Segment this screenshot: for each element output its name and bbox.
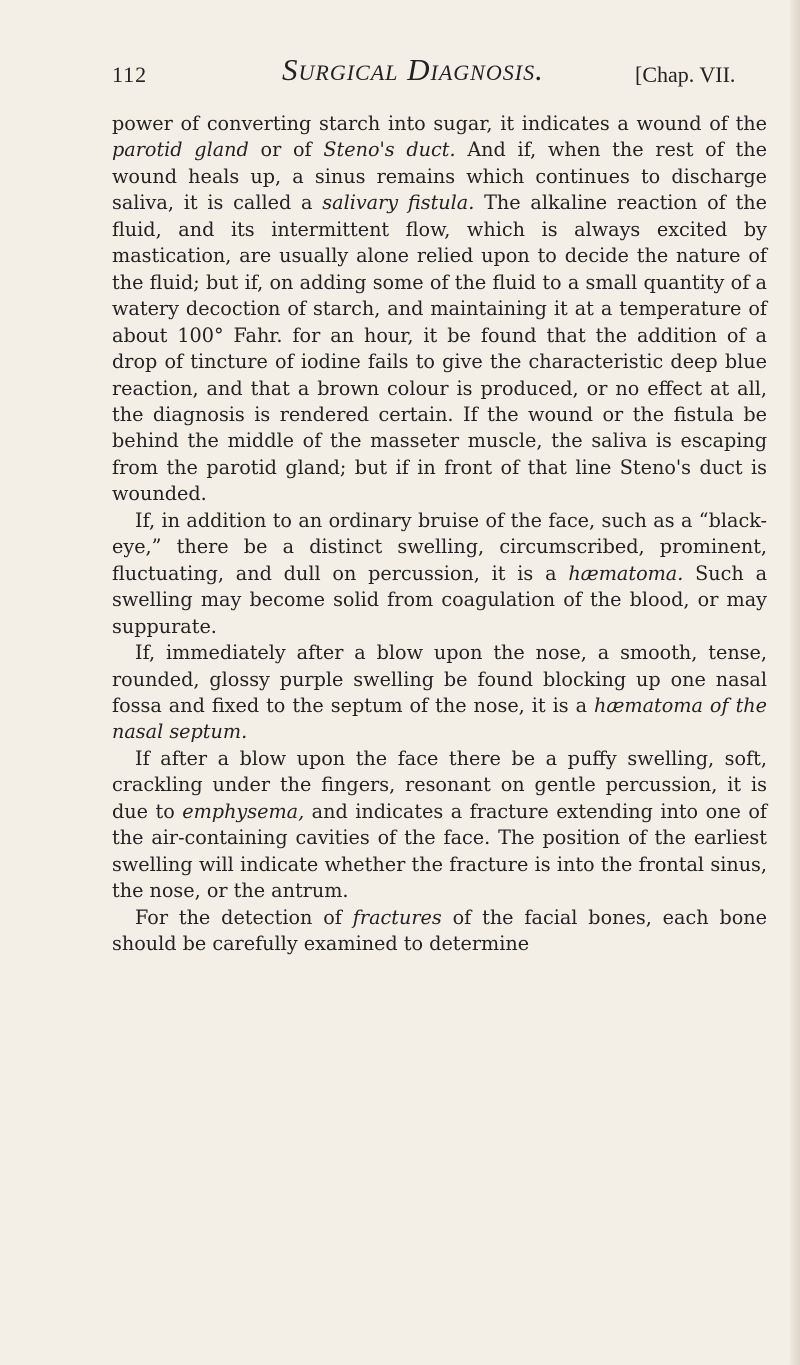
- page-number: 112: [112, 62, 148, 87]
- paragraph: [112, 508, 767, 640]
- running-title: Surgical Diagnosis.: [282, 52, 544, 87]
- text-segment: or of: [248, 138, 324, 162]
- paragraph: [112, 746, 767, 905]
- paragraph: [112, 640, 767, 746]
- text-segment: For the detection of: [135, 905, 353, 929]
- italic-term: salivary fistula.: [322, 191, 475, 215]
- text-segment: Such a swelling may become solid from coagulation of the blood, or may suppurate.: [112, 561, 768, 638]
- italic-term: Steno's duct.: [323, 138, 456, 162]
- italic-term: parotid gland: [112, 138, 249, 162]
- paragraph: [112, 905, 767, 958]
- text-segment: If, immediately after a blow upon the nose, a smooth, tense, rounded, glossy purple swelling be found blocking up one nasal fossa and fixed to the septum of the nose, it is a: [112, 641, 767, 717]
- italic-term: emphysema,: [182, 799, 305, 823]
- text-segment: If after a blow upon the face there be a puffy swelling, soft, crackling under the fingers, resonant on gentle percussion, it is due to: [112, 746, 767, 823]
- running-header: [112, 52, 772, 92]
- italic-term: hæmatoma.: [568, 561, 684, 585]
- paragraph: [112, 111, 767, 508]
- text-segment: of the facial bones, each bone should be carefully examined to determine: [112, 905, 767, 956]
- text-segment: power of converting starch into sugar, it indicates a wound of the: [112, 112, 767, 135]
- chapter-label: [Chap. VII.: [635, 62, 736, 87]
- text-segment: and indicates a fracture extending into one of the air-containing cavities of the face. The position of the earliest swelling will indicate whether the fracture is into the frontal sinus, the nose, or the antrum.: [112, 799, 767, 903]
- body-text: [112, 111, 767, 958]
- text-segment: The alkaline reaction of the fluid, and its intermittent flow, which is always excited by mastication, are usually alone relied upon to decide the nature of the fluid; but if, on adding some of the fluid to a small quantity of a watery decoction of starch, and maintaining it at a temperature of about 100° Fahr. for an hour, it be found that the addition of a drop of tincture of iodine fails to give the characteristic deep blue reaction, and that a brown colour is produced, or no effect at all, the diagnosis is rendered certain. If the wound or the fistula be behind the middle of the masseter muscle, the saliva is escaping from the parotid gland; but if in front of that line Steno's duct is wounded.: [112, 191, 767, 506]
- italic-term: hæmatoma of the nasal septum.: [112, 693, 767, 744]
- text-segment: And if, when the rest of the wound heals up, a sinus remains which continues to discharge saliva, it is called a: [112, 138, 767, 215]
- italic-term: fractures: [352, 905, 442, 929]
- text-segment: If, in addition to an ordinary bruise of the face, such as a “black-eye,” there be a distinct swelling, circumscribed, prominent, fluctuating, and dull on percussion, it is a: [112, 508, 767, 585]
- page-edge-shadow: [790, 0, 800, 1365]
